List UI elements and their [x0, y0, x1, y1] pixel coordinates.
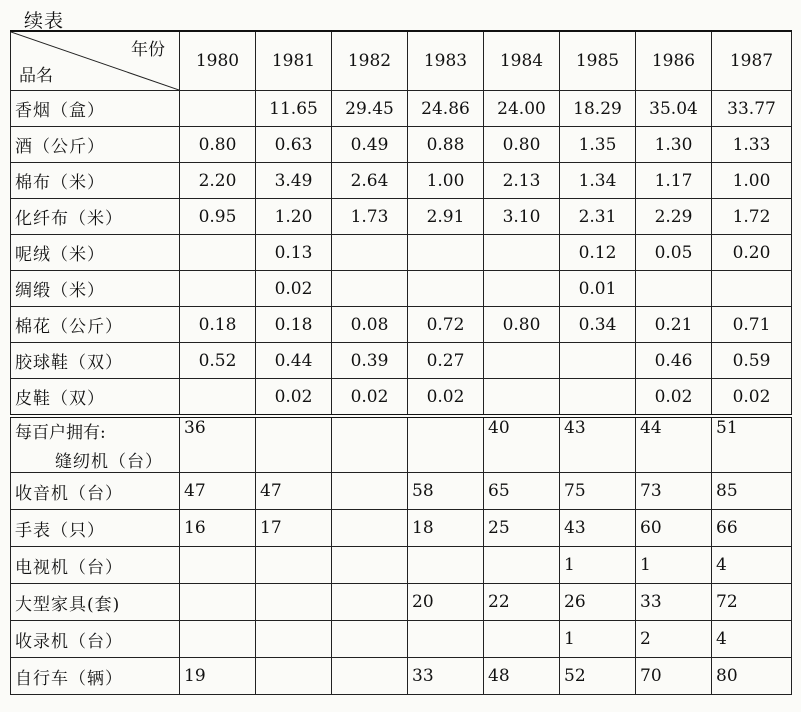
item-name-cell: 呢绒（米） [11, 235, 180, 271]
table-row [11, 547, 792, 584]
value-cell: 0.13 [256, 235, 332, 271]
value-cell: 40 [484, 416, 560, 473]
value-cell: 1.20 [256, 199, 332, 235]
value-cell: 20 [408, 584, 484, 621]
value-cell: 85 [712, 473, 792, 510]
value-cell: 0.02 [636, 379, 712, 417]
value-cell: 0.72 [408, 307, 484, 343]
year-header: 1980 [180, 31, 256, 91]
value-cell: 2.20 [180, 163, 256, 199]
value-cell: 0.20 [712, 235, 792, 271]
value-cell: 1.17 [636, 163, 712, 199]
statistics-table [10, 30, 792, 695]
value-cell: 22 [484, 584, 560, 621]
value-cell: 1.00 [408, 163, 484, 199]
item-name-cell: 手表（只） [11, 510, 180, 547]
value-cell: 52 [560, 658, 636, 695]
group-label: 每百户拥有: [15, 423, 106, 443]
value-cell: 43 [560, 510, 636, 547]
year-header: 1982 [332, 31, 408, 91]
value-cell: 2.29 [636, 199, 712, 235]
value-cell: 1.72 [712, 199, 792, 235]
value-cell: 0.12 [560, 235, 636, 271]
value-cell: 0.95 [180, 199, 256, 235]
value-cell [256, 658, 332, 695]
value-cell: 1.33 [712, 127, 792, 163]
value-cell: 2.91 [408, 199, 484, 235]
value-cell: 65 [484, 473, 560, 510]
item-name-cell: 电视机（台） [11, 547, 180, 584]
value-cell: 0.02 [712, 379, 792, 417]
value-cell: 60 [636, 510, 712, 547]
value-cell [180, 235, 256, 271]
value-cell: 0.80 [180, 127, 256, 163]
table-caption: 续表 [24, 10, 65, 32]
value-cell: 58 [408, 473, 484, 510]
value-cell: 33 [408, 658, 484, 695]
value-cell [408, 235, 484, 271]
table-row [11, 621, 792, 658]
value-cell: 18.29 [560, 91, 636, 127]
value-cell: 66 [712, 510, 792, 547]
value-cell [332, 235, 408, 271]
value-cell: 19 [180, 658, 256, 695]
value-cell: 0.88 [408, 127, 484, 163]
value-cell: 0.18 [180, 307, 256, 343]
value-cell: 0.18 [256, 307, 332, 343]
value-cell [256, 416, 332, 473]
year-header: 1987 [712, 31, 792, 91]
value-cell: 73 [636, 473, 712, 510]
value-cell: 3.49 [256, 163, 332, 199]
item-name-cell: 棉花（公斤） [11, 307, 180, 343]
item-name-cell: 皮鞋（双） [11, 379, 180, 417]
year-header: 1985 [560, 31, 636, 91]
value-cell [560, 343, 636, 379]
table-row [11, 584, 792, 621]
value-cell: 0.46 [636, 343, 712, 379]
value-cell: 1.34 [560, 163, 636, 199]
item-name-cell: 胶球鞋（双） [11, 343, 180, 379]
value-cell [408, 416, 484, 473]
value-cell: 16 [180, 510, 256, 547]
value-cell: 18 [408, 510, 484, 547]
value-cell: 0.05 [636, 235, 712, 271]
value-cell: 0.52 [180, 343, 256, 379]
value-cell [484, 547, 560, 584]
value-cell: 47 [256, 473, 332, 510]
value-cell [560, 379, 636, 417]
header-row [11, 31, 792, 91]
value-cell [332, 584, 408, 621]
value-cell [408, 621, 484, 658]
value-cell: 26 [560, 584, 636, 621]
table-row [11, 163, 792, 199]
value-cell: 1 [560, 547, 636, 584]
value-cell: 0.08 [332, 307, 408, 343]
item-name-cell: 收录机（台） [11, 621, 180, 658]
value-cell: 43 [560, 416, 636, 473]
value-cell: 1 [636, 547, 712, 584]
value-cell: 0.01 [560, 271, 636, 307]
value-cell [484, 621, 560, 658]
value-cell: 2.31 [560, 199, 636, 235]
value-cell [332, 510, 408, 547]
table-row [11, 658, 792, 695]
table-row [11, 235, 792, 271]
value-cell: 4 [712, 547, 792, 584]
year-header: 1984 [484, 31, 560, 91]
value-cell [408, 547, 484, 584]
group-label-cell [11, 416, 180, 473]
value-cell [180, 621, 256, 658]
value-cell: 0.39 [332, 343, 408, 379]
value-cell: 0.21 [636, 307, 712, 343]
table-row [11, 343, 792, 379]
table-row [11, 510, 792, 547]
value-cell: 1.73 [332, 199, 408, 235]
value-cell: 2 [636, 621, 712, 658]
value-cell [256, 547, 332, 584]
value-cell: 0.02 [408, 379, 484, 417]
value-cell: 2.13 [484, 163, 560, 199]
table-row [11, 127, 792, 163]
item-header-label: 品名 [19, 66, 53, 86]
value-cell: 25 [484, 510, 560, 547]
value-cell: 35.04 [636, 91, 712, 127]
value-cell [256, 584, 332, 621]
item-name-cell: 酒（公斤） [11, 127, 180, 163]
value-cell: 1.35 [560, 127, 636, 163]
value-cell [484, 343, 560, 379]
value-cell: 2.64 [332, 163, 408, 199]
table-row [11, 199, 792, 235]
value-cell [332, 271, 408, 307]
value-cell: 0.02 [332, 379, 408, 417]
table-row [11, 416, 792, 473]
value-cell [180, 379, 256, 417]
value-cell [484, 235, 560, 271]
value-cell: 0.02 [256, 271, 332, 307]
year-header: 1983 [408, 31, 484, 91]
value-cell: 47 [180, 473, 256, 510]
value-cell [484, 379, 560, 417]
value-cell: 33.77 [712, 91, 792, 127]
value-cell [332, 658, 408, 695]
value-cell: 0.71 [712, 307, 792, 343]
value-cell: 29.45 [332, 91, 408, 127]
value-cell [484, 271, 560, 307]
consumption-rows [11, 91, 792, 417]
item-name-cell: 大型家具(套) [11, 584, 180, 621]
table-row [11, 271, 792, 307]
value-cell [332, 473, 408, 510]
value-cell: 1.30 [636, 127, 712, 163]
value-cell: 24.00 [484, 91, 560, 127]
value-cell: 0.34 [560, 307, 636, 343]
table-row [11, 473, 792, 510]
year-header-label: 年份 [131, 40, 165, 60]
item-name-cell: 棉布（米） [11, 163, 180, 199]
value-cell: 0.63 [256, 127, 332, 163]
value-cell: 1 [560, 621, 636, 658]
value-cell: 11.65 [256, 91, 332, 127]
value-cell [332, 547, 408, 584]
value-cell: 36 [180, 416, 256, 473]
value-cell: 0.49 [332, 127, 408, 163]
value-cell: 70 [636, 658, 712, 695]
item-name: 缝纫机（台） [55, 452, 163, 472]
value-cell [180, 547, 256, 584]
item-name-cell: 香烟（盒） [11, 91, 180, 127]
item-name-cell: 收音机（台） [11, 473, 180, 510]
value-cell: 0.02 [256, 379, 332, 417]
value-cell: 0.27 [408, 343, 484, 379]
value-cell [332, 621, 408, 658]
item-name-cell: 绸缎（米） [11, 271, 180, 307]
value-cell: 3.10 [484, 199, 560, 235]
year-header: 1986 [636, 31, 712, 91]
value-cell [180, 91, 256, 127]
value-cell: 33 [636, 584, 712, 621]
value-cell [712, 271, 792, 307]
item-name-cell: 化纤布（米） [11, 199, 180, 235]
year-header: 1981 [256, 31, 332, 91]
table-row [11, 379, 792, 417]
value-cell [636, 271, 712, 307]
value-cell: 0.80 [484, 127, 560, 163]
corner-header-cell [11, 31, 180, 91]
value-cell [332, 416, 408, 473]
value-cell [180, 584, 256, 621]
value-cell: 80 [712, 658, 792, 695]
value-cell: 48 [484, 658, 560, 695]
item-name-cell: 自行车（辆） [11, 658, 180, 695]
value-cell: 17 [256, 510, 332, 547]
value-cell [256, 621, 332, 658]
value-cell: 24.86 [408, 91, 484, 127]
value-cell [180, 271, 256, 307]
value-cell: 75 [560, 473, 636, 510]
value-cell: 4 [712, 621, 792, 658]
table-row [11, 307, 792, 343]
per-hundred-households-rows [11, 416, 792, 695]
value-cell: 0.80 [484, 307, 560, 343]
value-cell: 72 [712, 584, 792, 621]
value-cell: 0.59 [712, 343, 792, 379]
table-row [11, 91, 792, 127]
value-cell: 51 [712, 416, 792, 473]
value-cell [408, 271, 484, 307]
value-cell: 0.44 [256, 343, 332, 379]
value-cell: 1.00 [712, 163, 792, 199]
value-cell: 44 [636, 416, 712, 473]
